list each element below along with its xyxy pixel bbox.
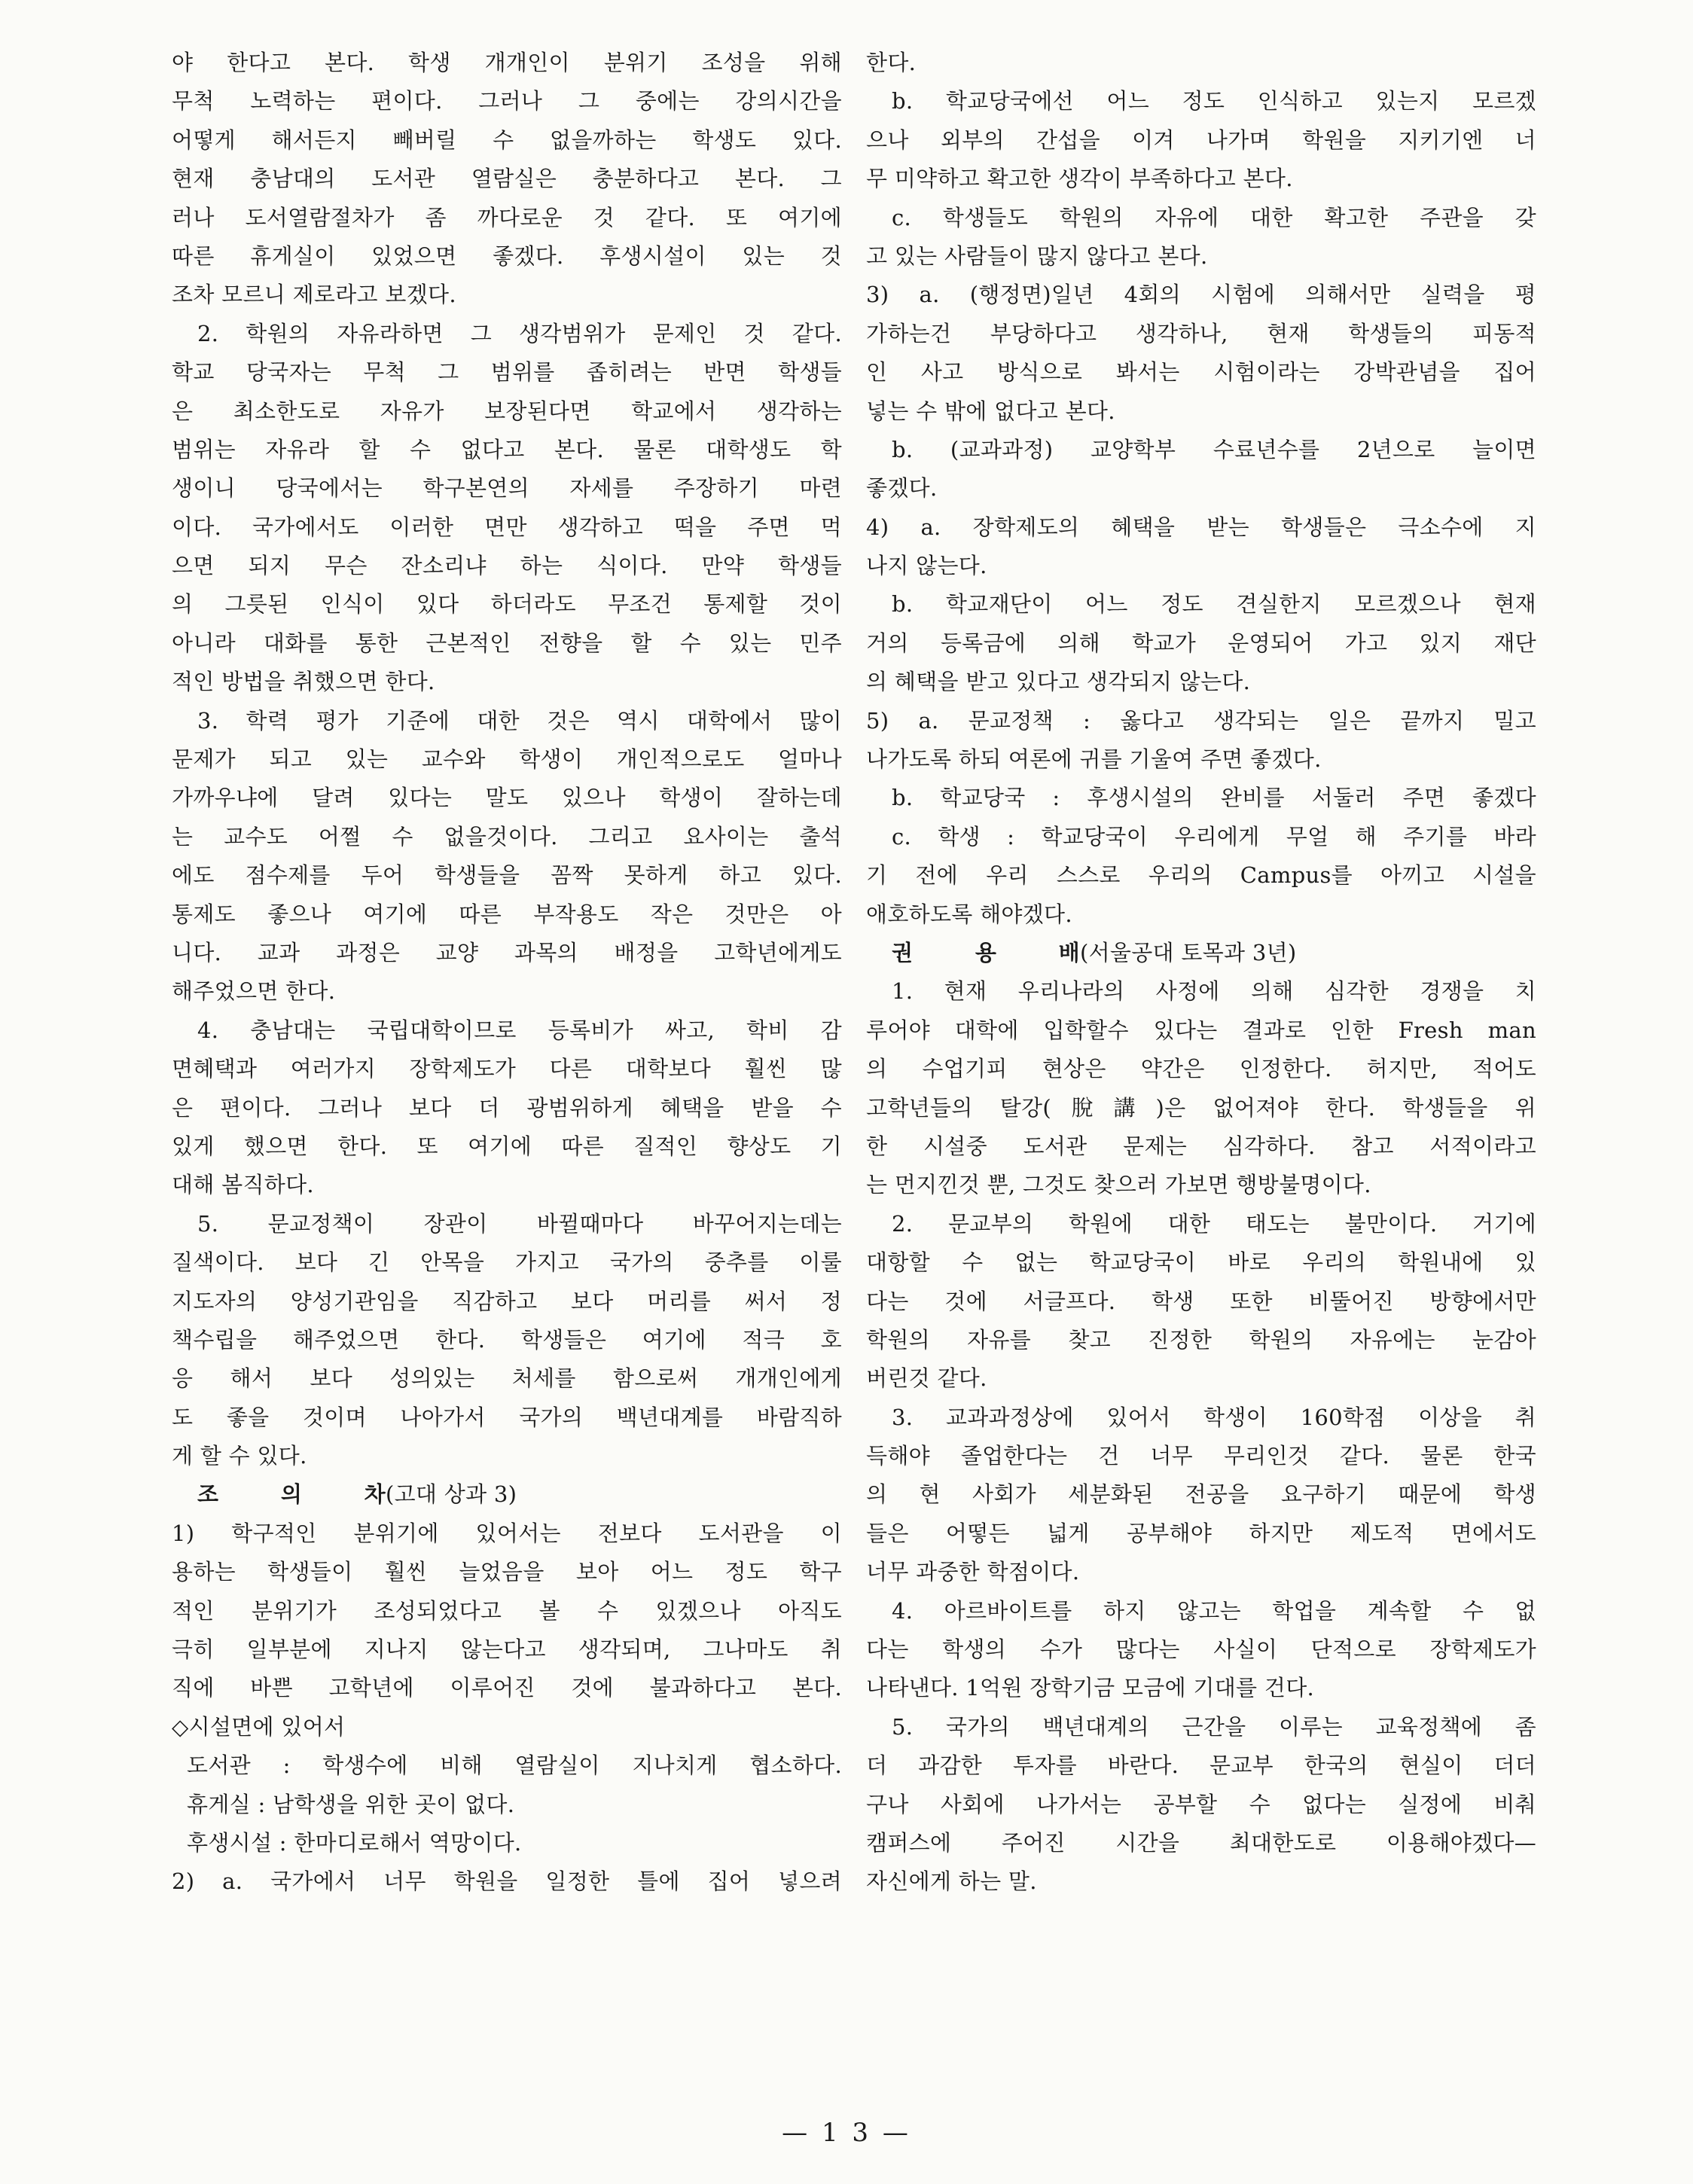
text-line: 3. 학력 평가 기준에 대한 것은 역시 대학에서 많이: [197, 707, 842, 734]
text-line: 거의 등록금에 의해 학교가 운영되어 가고 있지 재단: [866, 630, 1536, 656]
text-line: 어떻게 해서든지 빼버릴 수 없을까하는 학생도 있다.: [172, 127, 842, 153]
text-line: 은 최소한도로 자유가 보장된다면 학교에서 생각하는: [172, 398, 842, 424]
text-line: 루어야 대학에 입학할수 있다는 결과로 인한 Fresh man: [866, 1017, 1536, 1043]
page-number: — 1 3 —: [782, 2118, 911, 2148]
text-line: 너무 과중한 학점이다.: [866, 1559, 1080, 1585]
text-line: 나타낸다. 1억원 장학기금 모금에 기대를 건다.: [866, 1675, 1315, 1701]
text-line: 4. 충남대는 국립대학이므로 등록비가 싸고, 학비 감: [197, 1017, 842, 1043]
text-line: 적인 분위기가 조성되었다고 볼 수 있겠으나 아직도: [172, 1597, 842, 1624]
text-line: 게 할 수 있다.: [172, 1443, 307, 1469]
text-line: 무 미약하고 확고한 생각이 부족하다고 본다.: [866, 166, 1293, 192]
text-line: 3. 교과과정상에 있어서 학생이 160학점 이상을 취: [892, 1404, 1536, 1430]
text-line: ◇시설면에 있어서: [172, 1713, 346, 1740]
text-line: 애호하도록 해야겠다.: [866, 901, 1072, 927]
text-line: 나가도록 하되 여론에 귀를 기울여 주면 좋겠다.: [866, 746, 1322, 773]
text-line: 대항할 수 없는 학교당국이 바로 우리의 학원내에 있: [866, 1249, 1536, 1276]
text-line: 현재 충남대의 도서관 열람실은 충분하다고 본다. 그: [172, 166, 842, 192]
left-column: [172, 44, 842, 1902]
text-line: 는 먼지낀것 뿐, 그것도 찾으러 가보면 행방불명이다.: [866, 1172, 1371, 1198]
text-line: 범위는 자유라 할 수 없다고 본다. 물론 대학생도 학: [172, 436, 842, 462]
text-line: 지도자의 양성기관임을 직감하고 보다 머리를 써서 정: [172, 1288, 842, 1314]
text-line: 다는 것에 서글프다. 학생 또한 비뚤어진 방향에서만: [866, 1288, 1536, 1314]
text-line: 통제도 좋으나 여기에 따른 부작용도 작은 것만은 아: [172, 901, 842, 927]
text-line: 1) 학구적인 분위기에 있어서는 전보다 도서관을 이: [172, 1520, 842, 1546]
text-line: 용하는 학생들이 훨씬 늘었음을 보아 어느 정도 학구: [172, 1559, 842, 1585]
text-line: 는 교수도 어쩔 수 없을것이다. 그리고 요사이는 출석: [172, 823, 842, 850]
author-affiliation: (서울공대 토목과 3년): [1080, 939, 1297, 965]
text-line: 2. 학원의 자유라하면 그 생각범위가 문제인 것 같다.: [197, 320, 842, 346]
text-line: 넣는 수 밖에 없다고 본다.: [866, 398, 1115, 424]
text-line: 의 현 사회가 세분화된 전공을 요구하기 때문에 학생: [866, 1481, 1536, 1508]
author-heading: [172, 1475, 842, 1514]
author-affiliation: (고대 상과 3): [386, 1481, 517, 1508]
text-line: 책수립을 해주었으면 한다. 학생들은 여기에 적극 호: [172, 1326, 842, 1353]
text-line: 후생시설 : 한마디로해서 역망이다.: [187, 1829, 522, 1856]
text-line: 으면 되지 무슨 잔소리냐 하는 식이다. 만약 학생들: [172, 553, 842, 579]
text-line: 있게 했으면 한다. 또 여기에 따른 질적인 향상도 기: [172, 1133, 842, 1159]
text-line: 4. 아르바이트를 하지 않고는 학업을 계속할 수 없: [892, 1597, 1536, 1624]
text-line: 좋겠다.: [866, 475, 938, 502]
text-line: 나지 않는다.: [866, 553, 987, 579]
text-line: 따른 휴게실이 있었으면 좋겠다. 후생시설이 있는 것: [172, 242, 842, 269]
text-line: 고 있는 사람들이 많지 않다고 본다.: [866, 242, 1208, 269]
text-line: 야 한다고 본다. 학생 개개인이 분위기 조성을 위해: [172, 50, 842, 75]
text-line: 도 좋을 것이며 나아가서 국가의 백년대계를 바람직하: [172, 1404, 842, 1430]
text-line: 의 수업기피 현상은 약간은 인정한다. 허지만, 적어도: [866, 1056, 1536, 1082]
text-line: 도서관 : 학생수에 비해 열람실이 지나치게 협소하다.: [187, 1752, 842, 1779]
text-line: b. (교과과정) 교양학부 수료년수를 2년으로 늘이면: [892, 436, 1536, 462]
text-line: b. 학교당국 : 후생시설의 완비를 서둘러 주면 좋겠다: [892, 785, 1536, 811]
text-line: 러나 도서열람절차가 좀 까다로운 것 같다. 또 여기에: [172, 204, 842, 230]
text-line: b. 학교당국에선 어느 정도 인식하고 있는지 모르겠: [892, 88, 1536, 114]
text-line: 고학년들의 탈강(脫講)은 없어져야 한다. 학생들을 위: [866, 1094, 1536, 1121]
text-line: 가까우냐에 달려 있다는 말도 있으나 학생이 잘하는데: [172, 785, 842, 811]
text-line: b. 학교재단이 어느 정도 견실한지 모르겠으나 현재: [892, 591, 1536, 618]
text-line: 조차 모르니 제로라고 보겠다.: [172, 282, 456, 308]
text-line: 아니라 대화를 통한 근본적인 전향을 할 수 있는 민주: [172, 630, 842, 656]
text-line: 다는 학생의 수가 많다는 사실이 단적으로 장학제도가: [866, 1636, 1536, 1663]
text-line: 응 해서 보다 성의있는 처세를 함으로써 개개인에게: [172, 1365, 842, 1392]
right-column: [866, 44, 1536, 1902]
text-line: 의 혜택을 받고 있다고 생각되지 않는다.: [866, 669, 1251, 695]
text-line: 5) a. 문교정책 : 옳다고 생각되는 일은 끝까지 밀고: [866, 707, 1536, 734]
text-line: 자신에게 하는 말.: [866, 1868, 1037, 1895]
text-line: 은 편이다. 그러나 보다 더 광범위하게 혜택을 받을 수: [172, 1094, 842, 1121]
text-line: 으나 외부의 간섭을 이겨 나가며 학원을 지키기엔 너: [866, 127, 1536, 153]
text-line: 무척 노력하는 편이다. 그러나 그 중에는 강의시간을: [172, 88, 842, 114]
author-name: 조 의 차: [197, 1481, 386, 1508]
text-line: 면혜택과 여러가지 장학제도가 다른 대학보다 훨씬 많: [172, 1056, 842, 1082]
text-line: 대해 봄직하다.: [172, 1172, 314, 1198]
text-line: 직에 바쁜 고학년에 이루어진 것에 불과하다고 본다.: [172, 1675, 842, 1701]
text-line: 2) a. 국가에서 너무 학원을 일정한 틀에 집어 넣으려: [172, 1868, 842, 1895]
text-line: 극히 일부분에 지나지 않는다고 생각되며, 그나마도 취: [172, 1636, 842, 1663]
text-line: 가하는건 부당하다고 생각하나, 현재 학생들의 피동적: [866, 320, 1536, 346]
text-line: 한 시설중 도서관 문제는 심각하다. 참고 서적이라고: [866, 1133, 1536, 1159]
author-heading: [866, 934, 1536, 972]
text-line: 의 그릇된 인식이 있다 하더라도 무조건 통제할 것이: [172, 591, 842, 618]
text-line: 생이니 당국에서는 학구본연의 자세를 주장하기 마련: [172, 475, 842, 502]
text-line: 5. 문교정책이 장관이 바뀔때마다 바꾸어지는데는: [197, 1210, 842, 1237]
text-line: 인 사고 방식으로 봐서는 시험이라는 강박관념을 집어: [866, 359, 1536, 386]
text-line: 들은 어떻든 넓게 공부해야 하지만 제도적 면에서도: [866, 1520, 1536, 1546]
text-line: 문제가 되고 있는 교수와 학생이 개인적으로도 얼마나: [172, 746, 842, 773]
text-line: 학원의 자유를 찾고 진정한 학원의 자유에는 눈감아: [866, 1326, 1536, 1353]
text-line: 득해야 졸업한다는 건 너무 무리인것 같다. 물론 한국: [866, 1443, 1536, 1469]
text-line: 4) a. 장학제도의 혜택을 받는 학생들은 극소수에 지: [866, 514, 1536, 540]
text-line: 에도 점수제를 두어 학생들을 꼼짝 못하게 하고 있다.: [172, 862, 842, 889]
text-line: 학교 당국자는 무척 그 범위를 좁히려는 반면 학생들: [172, 359, 842, 386]
text-line: 더 과감한 투자를 바란다. 문교부 한국의 현실이 더더: [866, 1752, 1536, 1779]
text-line: 질색이다. 보다 긴 안목을 가지고 국가의 중추를 이룰: [172, 1249, 842, 1276]
text-line: 2. 문교부의 학원에 대한 태도는 불만이다. 거기에: [892, 1210, 1536, 1237]
text-line: 버린것 같다.: [866, 1365, 987, 1392]
text-line: 해주었으면 한다.: [172, 978, 336, 1005]
text-line: 5. 국가의 백년대계의 근간을 이루는 교육정책에 좀: [892, 1713, 1536, 1740]
text-line: 1. 현재 우리나라의 사정에 의해 심각한 경쟁을 치: [892, 978, 1536, 1005]
text-line: 휴게실 : 남학생을 위한 곳이 없다.: [187, 1791, 515, 1817]
text-line: 구나 사회에 나가서는 공부할 수 없다는 실정에 비춰: [866, 1791, 1536, 1817]
text-line: 이다. 국가에서도 이러한 면만 생각하고 떡을 주면 먹: [172, 514, 842, 540]
text-line: 기 전에 우리 스스로 우리의 Campus를 아끼고 시설을: [866, 862, 1536, 889]
text-line: c. 학생 : 학교당국이 우리에게 무얼 해 주기를 바라: [892, 823, 1536, 850]
text-line: 캠퍼스에 주어진 시간을 최대한도로 이용해야겠다—: [866, 1829, 1536, 1856]
text-line: 한다.: [866, 50, 917, 75]
text-line: 적인 방법을 취했으면 한다.: [172, 669, 435, 695]
text-line: c. 학생들도 학원의 자유에 대한 확고한 주관을 갖: [892, 204, 1536, 230]
text-line: 니다. 교과 과정은 교양 과목의 배정을 고학년에게도: [172, 939, 842, 965]
author-name: 권 용 배: [892, 939, 1080, 965]
text-line: 3) a. (행정면)일년 4회의 시험에 의해서만 실력을 평: [866, 282, 1536, 308]
